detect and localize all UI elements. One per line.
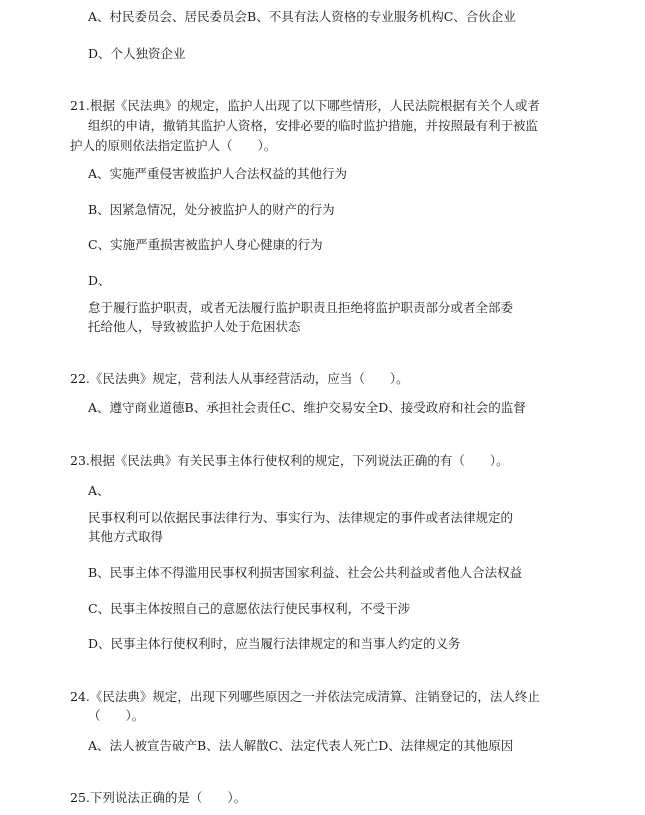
q23-question: 23.根据《民法典》有关民事主体行使权利的规定，下列说法正确的有（ ）。 — [70, 453, 509, 468]
q21-option-d-line-1: 怠于履行监护职责，或者无法履行监护职责且拒绝将监护职责部分或者全部委 — [88, 300, 514, 315]
q23-option-d: D、民事主体行使权利时，应当履行法律规定的和当事人约定的义务 — [88, 636, 461, 651]
q23-option-c: C、民事主体按照自己的意愿依法行使民事权利，不受干涉 — [88, 601, 411, 616]
q23-option-a-line-2: 其他方式取得 — [88, 529, 164, 544]
q21-option-d-label: D、 — [88, 273, 111, 288]
q22-question: 22.《民法典》规定，营利法人从事经营活动，应当（ ）。 — [70, 371, 409, 386]
q21-option-a: A、实施严重侵害被监护人合法权益的其他行为 — [88, 166, 348, 181]
q24-question-line-2: （ ）。 — [88, 708, 145, 723]
q21-question-line-3: 护人的原则依法指定监护人（ ）。 — [70, 138, 277, 153]
q25-question: 25.下列说法正确的是（ ）。 — [70, 790, 247, 805]
q21-option-c: C、实施严重损害被监护人身心健康的行为 — [88, 237, 323, 252]
q21-option-d-line-2: 托给他人，导致被监护人处于危困状态 — [88, 319, 301, 334]
q20-options-a-c: A、村民委员会、居民委员会B、不具有法人资格的专业服务机构C、合伙企业 — [88, 9, 516, 24]
q21-option-b: B、因紧急情况，处分被监护人的财产的行为 — [88, 202, 335, 217]
q24-options: A、法人被宣告破产B、法人解散C、法定代表人死亡D、法律规定的其他原因 — [88, 738, 514, 753]
q22-options: A、遵守商业道德B、承担社会责任C、维护交易安全D、接受政府和社会的监督 — [88, 400, 526, 415]
q24-question-line-1: 24.《民法典》规定，出现下列哪些原因之一并依法完成清算、注销登记的，法人终止 — [70, 689, 540, 704]
q23-option-a-line-1: 民事权利可以依据民事法律行为、事实行为、法律规定的事件或者法律规定的 — [88, 510, 514, 525]
q21-question-line-2: 组织的申请，撤销其监护人资格，安排必要的临时监护措施，并按照最有利于被监 — [88, 118, 539, 133]
q23-option-a-label: A、 — [88, 483, 110, 498]
q23-option-b: B、民事主体不得滥用民事权利损害国家利益、社会公共利益或者他人合法权益 — [88, 565, 523, 580]
q20-option-d: D、个人独资企业 — [88, 46, 186, 61]
q21-question-line-1: 21.根据《民法典》的规定，监护人出现了以下哪些情形，人民法院根据有关个人或者 — [70, 98, 540, 113]
